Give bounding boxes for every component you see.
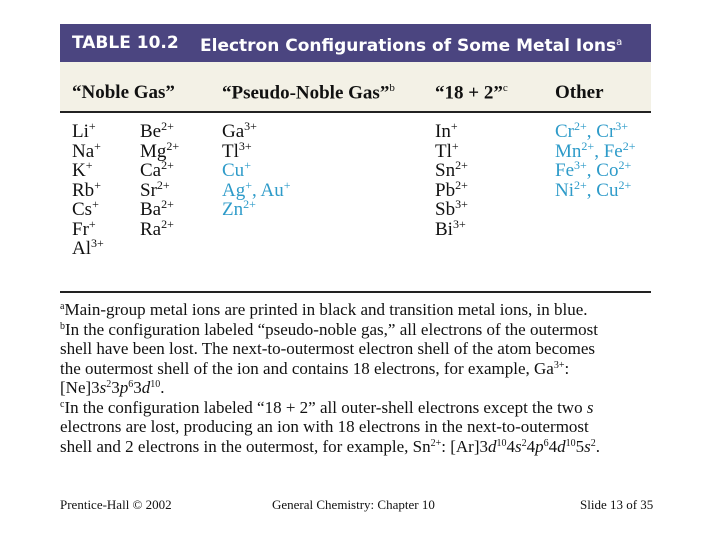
- ion-symbol: Rb: [72, 179, 95, 201]
- footnote-text: 5: [575, 436, 585, 456]
- ion: [140, 216, 174, 240]
- ion-charge: +: [244, 158, 251, 172]
- ion: [72, 121, 96, 142]
- superscript: 2+: [430, 437, 442, 449]
- ion-symbol: Ca: [140, 160, 162, 181]
- footnote-text: [Ne]3: [60, 378, 100, 397]
- ion-charge: 2+: [618, 158, 632, 172]
- superscript: c: [60, 398, 65, 410]
- ion-charge: 2+: [161, 197, 174, 211]
- separator: ,: [594, 140, 604, 162]
- footnote-text: 3: [133, 378, 142, 397]
- footnote-text: s: [584, 436, 591, 456]
- ion-charge: +: [94, 177, 101, 192]
- ion-charge: +: [283, 177, 291, 192]
- ion-symbol: Cr: [596, 121, 616, 142]
- footer-chapter: General Chemistry: Chapter 10: [272, 497, 435, 512]
- footnote-text: electrons are lost, producing an ion with 18 electrons in the next-to-outermost: [60, 417, 589, 436]
- ion: [72, 160, 93, 181]
- footnote-text: d: [487, 436, 497, 456]
- ion-symbol: Sb: [435, 199, 456, 220]
- superscript: 2: [590, 437, 596, 449]
- ion-symbol: Be: [140, 121, 162, 142]
- ion-symbol: Bi: [435, 218, 453, 240]
- ion-symbol: Ra: [140, 218, 162, 240]
- ion-symbol: Cu: [596, 179, 619, 201]
- footnote-text: the outermost shell of the ion and contains 18 electrons, for example, Ga: [60, 358, 554, 378]
- ion-symbol: Au: [260, 179, 284, 201]
- ion-symbol: Zn: [222, 199, 244, 220]
- column-header-18-plus-2: [435, 82, 508, 104]
- ion-charge: 3+: [238, 138, 252, 153]
- ion-charge: +: [450, 119, 458, 133]
- superscript: 2: [521, 437, 527, 449]
- footnote-text: Main-group metal ions are printed in black and transition metal ions, in blue.: [64, 300, 588, 319]
- ion-charge: 2+: [156, 177, 170, 192]
- footnote-text: s: [514, 436, 522, 456]
- superscript: 10: [150, 379, 161, 390]
- table-cell: [72, 236, 104, 259]
- ion: [72, 238, 104, 259]
- footnote-text: .: [595, 436, 600, 456]
- footnote-line: [60, 398, 660, 418]
- table-cell: [222, 177, 291, 201]
- footnote-text: d: [557, 436, 566, 456]
- ion-symbol: Fr: [72, 218, 89, 240]
- footnote-line: [60, 320, 660, 340]
- ion-charge: 3+: [244, 119, 257, 133]
- superscript: b: [60, 320, 65, 332]
- ion-charge: +: [245, 177, 253, 192]
- footnote-text: shell and 2 electrons in the outermost, for example, Sn: [60, 436, 431, 456]
- footer-copyright: Prentice-Hall © 2002: [60, 497, 172, 512]
- ion-charge: 2+: [455, 158, 468, 172]
- table-cell: [555, 177, 632, 201]
- ion-symbol: Mg: [140, 140, 167, 162]
- ion-charge: 2+: [618, 177, 632, 192]
- column-header-pseudo-noble-gas: [222, 82, 395, 104]
- ion-charge: 3+: [91, 236, 104, 250]
- table-title: [200, 24, 622, 65]
- separator: ,: [586, 160, 597, 181]
- footnote-text: :: [564, 358, 570, 378]
- footnote-text: shell have been lost. The next-to-outermost electron shell of the atom becomes: [60, 339, 596, 358]
- ion-symbol: Sn: [435, 160, 456, 181]
- table-cell: [72, 119, 96, 142]
- ion-charge: 2+: [574, 119, 587, 133]
- ion-symbol: Na: [72, 140, 95, 162]
- ion-symbol: Cs: [72, 199, 93, 220]
- superscript: 3+: [553, 359, 565, 371]
- ion-charge: 2+: [574, 177, 587, 192]
- footnote-text: In the configuration labeled “pseudo-noble gas,” all electrons of the outermost: [65, 319, 598, 339]
- superscript: a: [60, 301, 65, 312]
- ion-charge: 3+: [452, 216, 466, 231]
- ion-charge: +: [85, 158, 93, 172]
- ion-symbol: Mn: [555, 140, 582, 162]
- footnote-text: d: [141, 378, 151, 397]
- superscript: 6: [543, 437, 549, 449]
- footnote-line: [60, 417, 660, 437]
- ion-charge: 2+: [161, 119, 174, 133]
- footnote-text: p: [119, 378, 129, 397]
- footnote-text: p: [535, 436, 544, 456]
- ion-symbol: Pb: [435, 179, 456, 201]
- table-cell: [435, 216, 466, 240]
- footnote-text: In the configuration labeled “18 + 2” all outer-shell electrons except the two: [64, 397, 587, 417]
- superscript: 2: [106, 379, 112, 390]
- ion: [596, 177, 632, 201]
- ion-charge: 2+: [161, 216, 174, 231]
- ion-charge: +: [88, 216, 96, 231]
- ion-symbol: Tl: [222, 140, 239, 162]
- superscript: 10: [496, 437, 507, 449]
- ion-charge: 2+: [622, 138, 636, 153]
- footnote-line: [60, 339, 660, 359]
- ion-symbol: In: [435, 121, 451, 142]
- ion-symbol: Tl: [435, 140, 452, 162]
- header-rule: [60, 111, 651, 113]
- footnote-text: 4: [548, 436, 558, 456]
- ion-symbol: Ni: [555, 179, 574, 201]
- ion-symbol: Cu: [222, 160, 245, 181]
- table-cell: [72, 158, 93, 181]
- footnote-text: 4: [526, 436, 536, 456]
- ion-symbol: Fe: [603, 140, 623, 162]
- ion: [222, 199, 256, 220]
- separator: ,: [586, 121, 597, 142]
- footnote-line: [60, 378, 660, 398]
- ion-symbol: Co: [596, 160, 619, 181]
- footer-slide-number: Slide 13 of 35: [580, 497, 654, 512]
- footnote-line: [60, 437, 660, 457]
- footnotes: [60, 300, 660, 456]
- table-bottom-rule: [60, 291, 651, 293]
- table-number: TABLE 10.2: [72, 33, 179, 53]
- ion-symbol: Cr: [555, 121, 574, 142]
- title-footnote-mark: a: [616, 37, 623, 48]
- footnote-text: s: [586, 397, 594, 417]
- ion-charge: +: [451, 138, 459, 153]
- superscript: 6: [128, 379, 134, 390]
- ion-charge: 2+: [166, 138, 180, 153]
- ion-charge: 3+: [574, 158, 587, 172]
- separator: ,: [586, 179, 597, 201]
- ion-charge: +: [88, 119, 96, 133]
- footnote-line: [60, 359, 660, 379]
- ion-symbol: K: [72, 160, 86, 181]
- ion-symbol: Al: [72, 238, 91, 259]
- ion-symbol: Ga: [222, 121, 245, 142]
- footnote-text: s: [99, 378, 107, 397]
- table-cell: [140, 216, 174, 240]
- ion-charge: 2+: [243, 197, 256, 211]
- footnote-text: : [Ar]3: [441, 436, 488, 456]
- table-title-text: Electron Configurations of Some Metal Ions: [200, 36, 617, 56]
- ion-charge: 2+: [161, 158, 174, 172]
- column-header-noble-gas: [72, 82, 175, 104]
- footnote-line: [60, 300, 660, 320]
- column-label: “Noble Gas”: [72, 82, 175, 103]
- ion-charge: 3+: [455, 197, 468, 211]
- footnote-mark: c: [502, 82, 508, 94]
- table-cell: [222, 197, 256, 220]
- column-label: “Pseudo-Noble Gas”: [222, 82, 390, 104]
- ion-charge: 2+: [581, 138, 595, 153]
- ion: [555, 177, 587, 201]
- ion: [435, 216, 466, 240]
- ion-symbol: Sr: [140, 179, 157, 201]
- footnote-mark: b: [389, 82, 395, 94]
- column-header-other: [555, 82, 604, 104]
- ion-charge: +: [94, 138, 101, 153]
- ion-symbol: Fe: [555, 160, 574, 181]
- superscript: 10: [565, 437, 576, 449]
- column-label: “18 + 2”: [435, 82, 503, 104]
- footnote-text: 3: [111, 378, 120, 397]
- footnote-text: .: [160, 378, 165, 397]
- footnote-text: 4: [506, 436, 515, 456]
- separator: ,: [252, 179, 261, 201]
- ion-charge: 3+: [615, 119, 629, 133]
- table-title-bar: [60, 24, 651, 62]
- ion-symbol: Li: [72, 121, 89, 142]
- column-label: Other: [555, 82, 604, 103]
- ion-charge: 2+: [455, 177, 468, 192]
- ion-symbol: Ag: [222, 179, 246, 201]
- ion: [260, 177, 291, 201]
- ion-charge: +: [92, 197, 99, 211]
- ion-symbol: Ba: [140, 199, 162, 220]
